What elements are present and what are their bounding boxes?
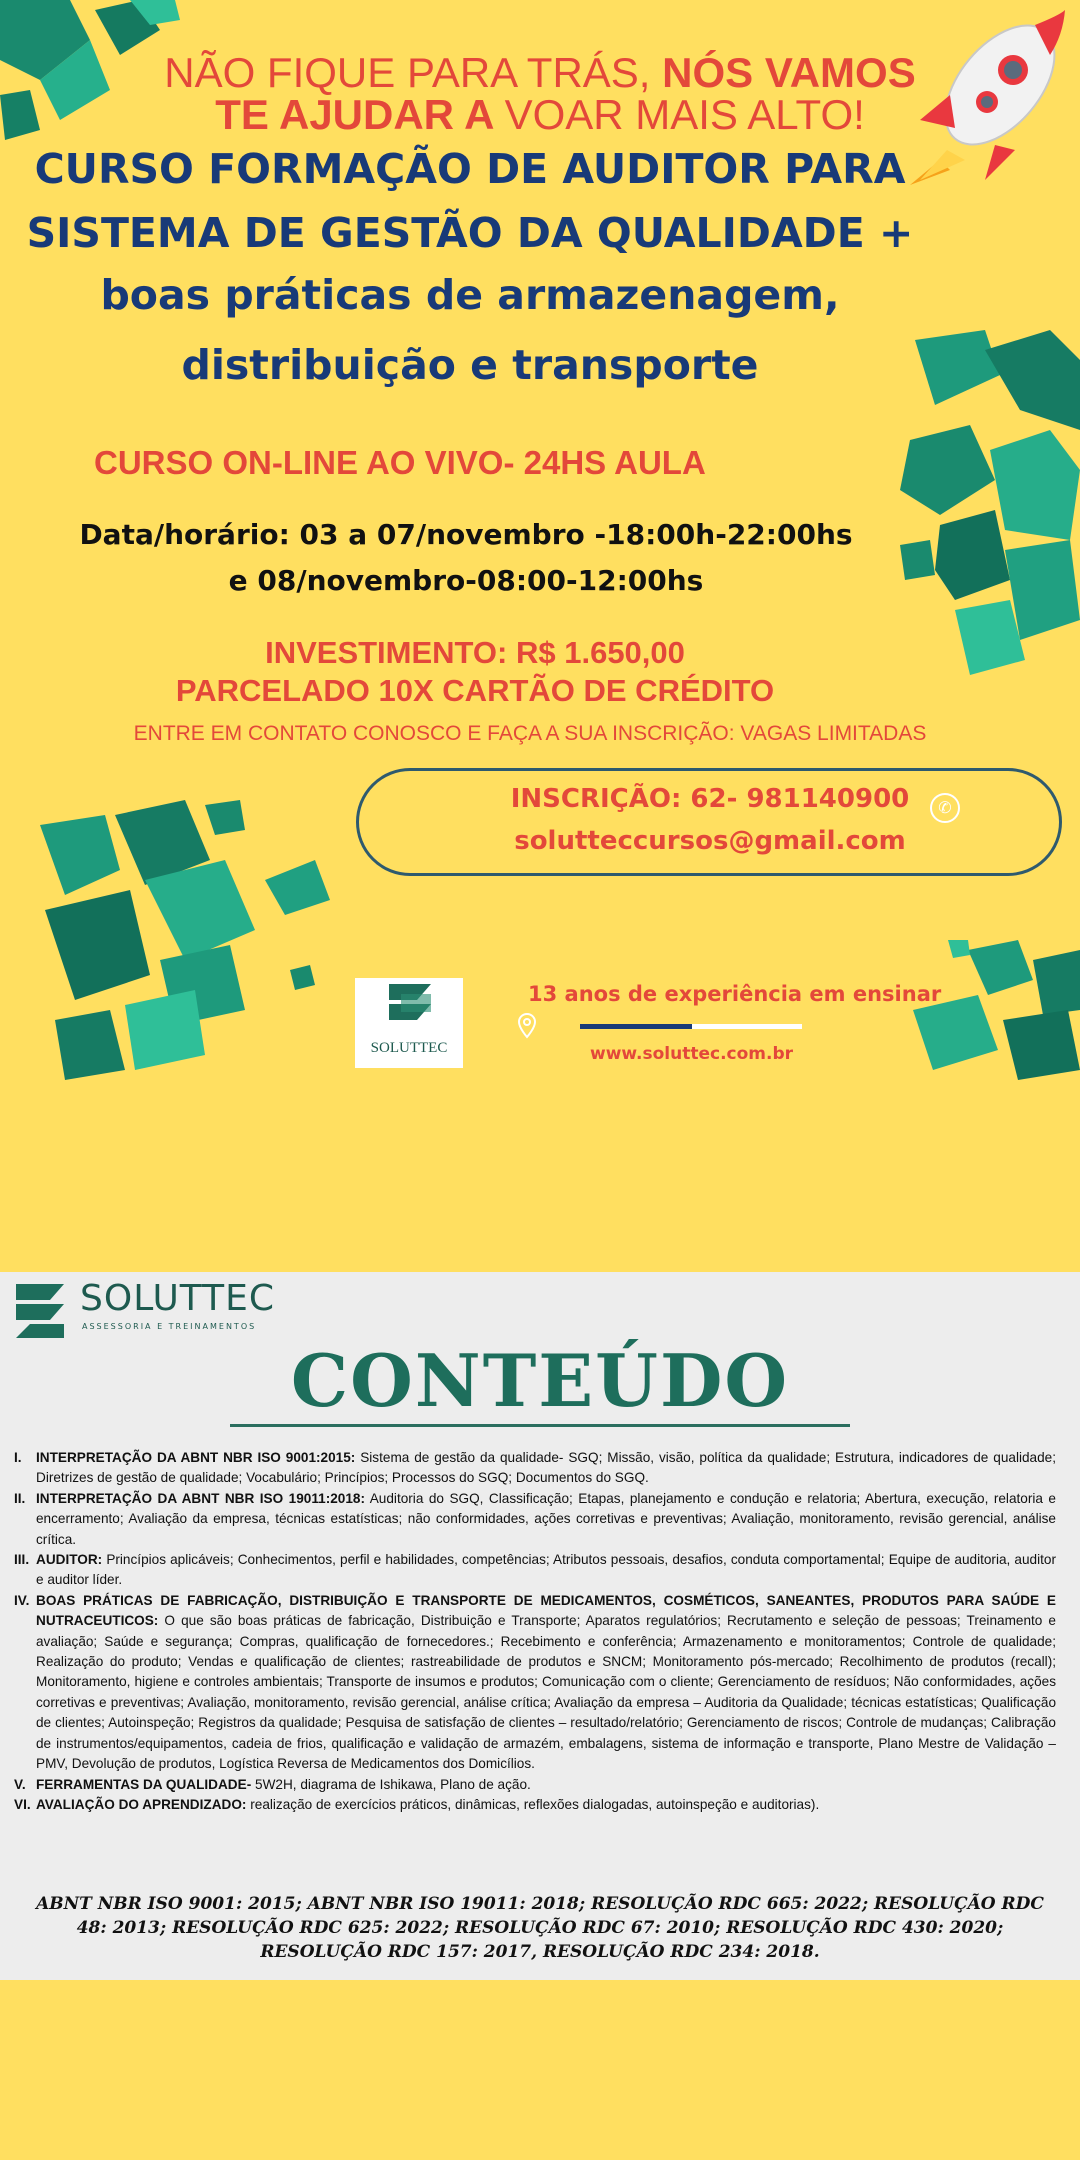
cubes-decoration-right (900, 330, 1080, 690)
content-item: I. INTERPRETAÇÃO DA ABNT NBR ISO 9001:2015: Sistema de gestão da qualidade- SGQ; Missão, visão, política da qualidade; Estrutura, indicadores de qualidade; Diretrizes de gestão de qualidade; Vocabulário; Princípios; Processos do SGQ; Documentos do SGQ. (14, 1450, 1056, 1486)
content-item: IV. BOAS PRÁTICAS DE FABRICAÇÃO, DISTRIBUIÇÃO E TRANSPORTE DE MEDICAMENTOS, COSMÉTICOS, SANEANTES, PRODUTOS PARA SAÚDE E NUTRACEUTICOS: O que são boas práticas de fabricação, Distribuição e Transporte; Aparatos regulatórios; Recrutamento e seleção de pessoas; Treinamento e avaliação; Saúde e segurança; Compras, qualificação de fornecedores.; Recebimento e conferência; Armazenamento e monitoramentos; Controle de qualidade; Realização do produto; Vendas e qualificação de clientes; rastreabilidade de produtos e SNCM; Monitoramento pós-mercado; Recolhimento de produtos (recall); Monitoramento, higiene e controles ambientais; Transporte de insumos e produtos; Comunicação com o cliente; Gerenciamento de resíduos; Não conformidades, ações corretivas e preventivas; Avaliação, monitoramento, revisão gerencial, análise crítica; Avaliação da empresa – Auditoria da Qualidade; técnicas estatísticas; Qualificação de clientes; Autoinspeção; Registros da qualidade; Pesquisa de satisfação de clientes – resultado/relatório; Gerenciamento de riscos; Controle de mudanças; Calibração de instrumentos/equipamentos, cadeia de frios, qualificação e validação de armazém, embalagens, sistema de informação e transporte, Plano Mestre de Validação – PMV, Devolução de produtos, Logística Reversa de Medicamentos dos Domicílios. (14, 1592, 1056, 1772)
course-title-line-1: CURSO FORMAÇÃO DE AUDITOR PARA (34, 145, 906, 193)
cubes-decoration-bottom-right (908, 940, 1080, 1080)
content-item: II. INTERPRETAÇÃO DA ABNT NBR ISO 19011:2018: Auditoria do SGQ, Classificação; Etapas, planejamento e condução e relatoria; Abertura, execução, relatoria e encerramento; Avaliação da empresa, técnicas estatísticas; não conformidades, ações corretivas e preventivas; Avaliação, monitoramento, revisão gerencial, análise crítica. (14, 1490, 1056, 1547)
content-list (16, 1448, 1056, 1815)
contact-note: ENTRE EM CONTATO CONOSCO E FAÇA A SUA INSCRIÇÃO: VAGAS LIMITADAS (133, 722, 927, 745)
soluttec-logo-mark (12, 1280, 68, 1340)
location-pin-icon (517, 1013, 537, 1039)
course-title-line-3: boas práticas de armazenagem, (100, 271, 840, 319)
signup-email[interactable]: solutteccursos@gmail.com (514, 826, 906, 856)
schedule-line-1: Data/horário: 03 a 07/novembro -18:00h-22:00hs (79, 518, 853, 551)
content-item: III. AUDITOR: Princípios aplicáveis; Conhecimentos, perfil e habilidades, competências; Atributos pessoais, desafios, conduta comportamental; Equipe de auditoria, auditor e auditor líder. (14, 1552, 1056, 1588)
heading-divider (230, 1424, 850, 1427)
investment-installments: PARCELADO 10X CARTÃO DE CRÉDITO (175, 673, 775, 708)
content-card (0, 1272, 1080, 1980)
investment-price: INVESTIMENTO: R$ 1.650,00 (265, 635, 685, 670)
soluttec-logo-badge (355, 978, 463, 1068)
course-title-line-4: distribuição e transporte (181, 341, 759, 389)
website-link[interactable]: www.soluttec.com.br (590, 1044, 794, 1064)
course-title-line-2: SISTEMA DE GESTÃO DA QUALIDADE + (26, 209, 914, 257)
course-format: CURSO ON-LINE AO VIVO- 24HS AULA (94, 444, 706, 481)
brand-subtitle: ASSESSORIA E TREINAMENTOS (82, 1322, 257, 1331)
tagline-line-1: NÃO FIQUE PARA TRÁS, NÓS VAMOS (164, 49, 916, 96)
divider-dark (580, 1024, 692, 1029)
content-item: VI. AVALIAÇÃO DO APRENDIZADO: realização de exercícios práticos, dinâmicas, reflexões dialogadas, autoinspeção e auditorias). (14, 1796, 820, 1812)
experience-tagline: 13 anos de experiência em ensinar (528, 982, 942, 1006)
content-item: V. FERRAMENTAS DA QUALIDADE- 5W2H, diagrama de Ishikawa, Plano de ação. (14, 1776, 531, 1792)
soluttec-logo-mark (355, 978, 463, 1038)
tagline-line-2: TE AJUDAR A VOAR MAIS ALTO! (215, 91, 865, 138)
signup-phone[interactable]: INSCRIÇÃO: 62- 981140900 (510, 784, 910, 814)
regulations-list: ABNT NBR ISO 9001: 2015; ABNT NBR ISO 19011: 2018; RESOLUÇÃO RDC 665: 2022; RESOLUÇÃO RDC 48: 2013; RESOLUÇÃO RDC 625: 2022; RESOLUÇÃO RDC 67: 2010; RESOLUÇÃO RDC 430: 2020; RESOLUÇÃO RDC 157: 2017, RESOLUÇÃO RDC 234: 2018. (36, 1894, 1044, 1962)
divider-light (692, 1024, 802, 1029)
content-heading: CONTEÚDO (290, 1338, 790, 1423)
cubes-decoration-bottom-left (35, 800, 375, 1080)
brand-name: SOLUTTEC (80, 1278, 276, 1319)
phone-icon: ✆ (930, 793, 960, 823)
schedule-line-2: e 08/novembro-08:00-12:00hs (228, 564, 704, 597)
logo-text: SOLUTTEC (370, 1040, 448, 1056)
